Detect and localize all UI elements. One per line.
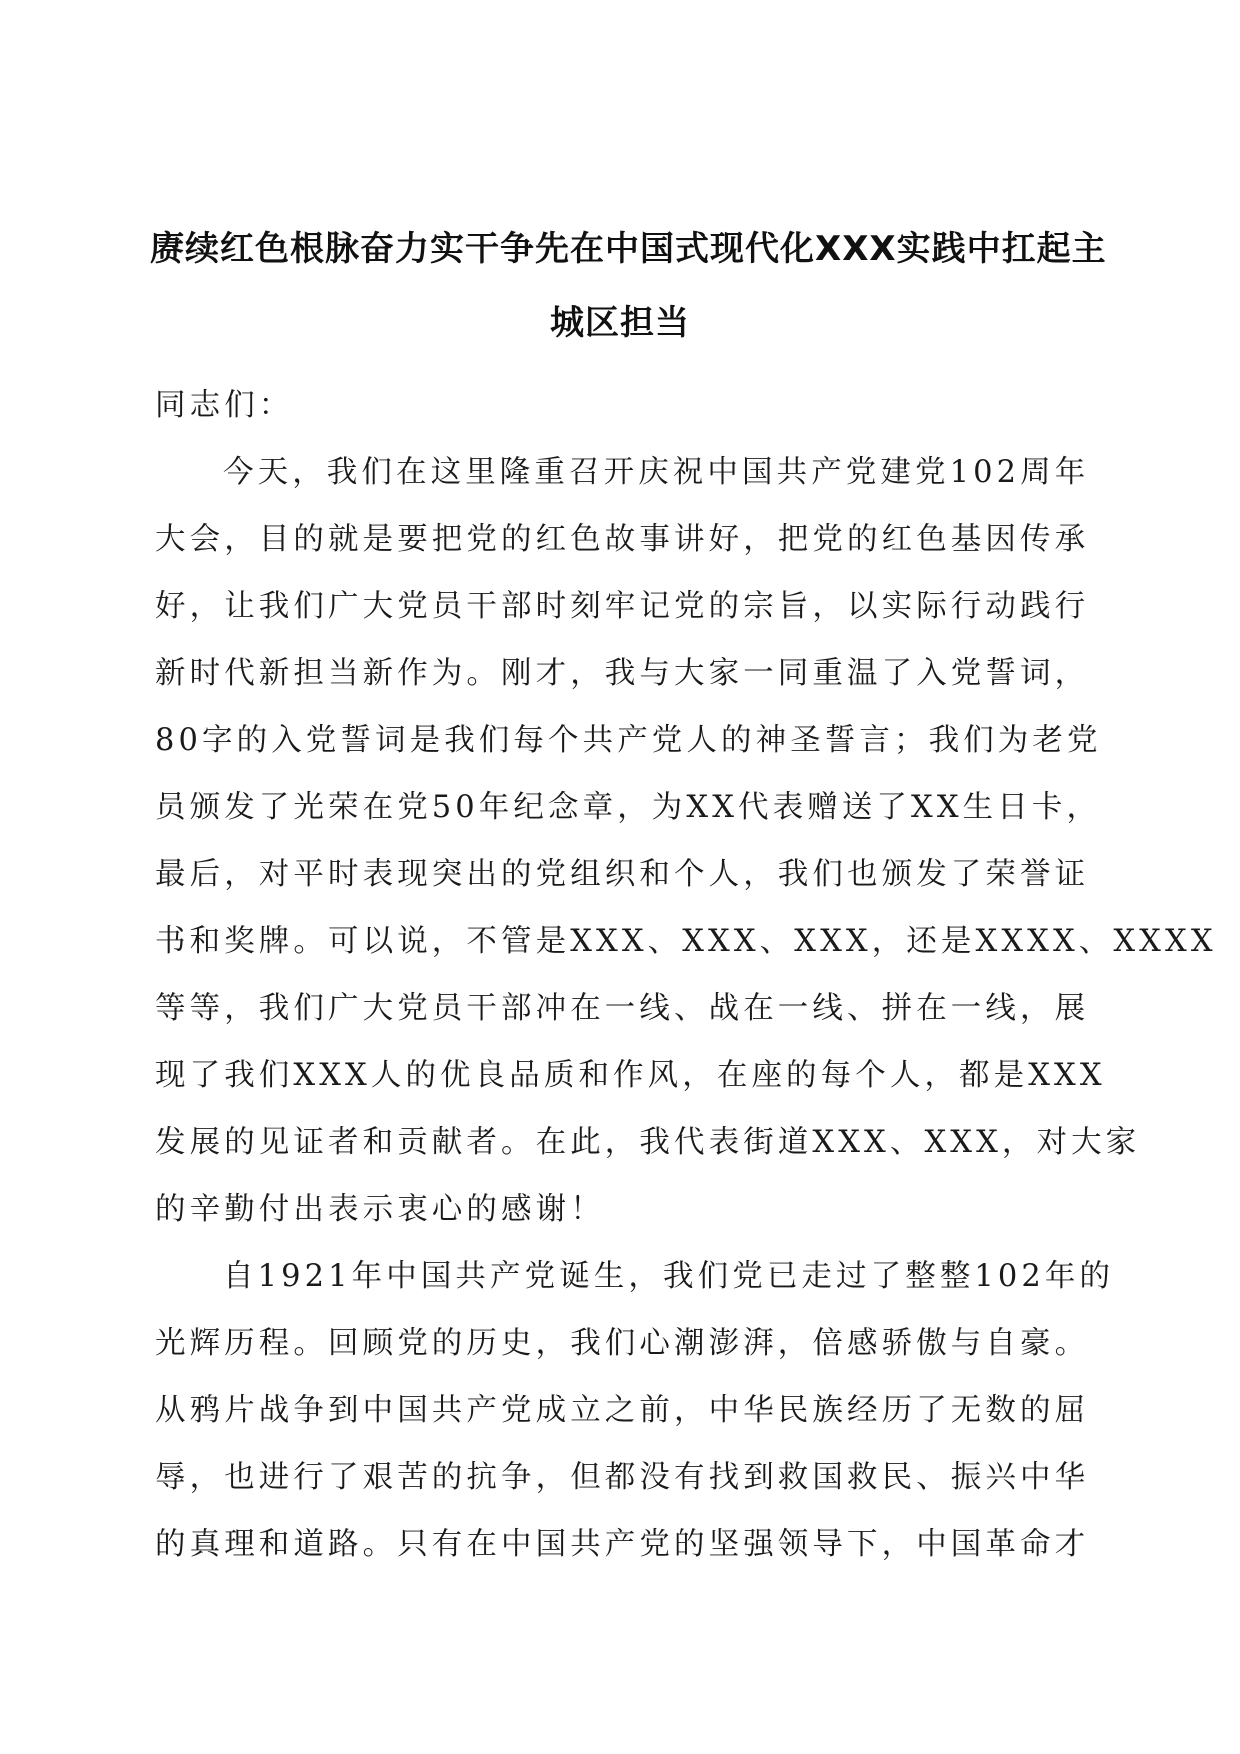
paragraph-line: 新时代新担当新作为。刚才，我与大家一同重温了入党誓词， <box>155 656 1090 691</box>
paragraph-line: 最后，对平时表现突出的党组织和个人，我们也颁发了荣誉证 <box>155 857 1090 892</box>
paragraph-line: 今天，我们在这里隆重召开庆祝中国共产党建党102周年 <box>223 455 1090 490</box>
document-title <box>150 212 1107 360</box>
title-line-2: 城区担当 <box>550 303 690 343</box>
document-body <box>155 372 1217 1578</box>
paragraph-line: 从鸦片战争到中国共产党成立之前，中华民族经历了无数的屈 <box>155 1393 1090 1428</box>
paragraph-line: 光辉历程。回顾党的历史，我们心潮澎湃，倍感骄傲与自豪。 <box>155 1326 1090 1361</box>
paragraph-line: 等等，我们广大党员干部冲在一线、战在一线、拼在一线，展 <box>155 991 1090 1026</box>
paragraph-line: 好，让我们广大党员干部时刻牢记党的宗旨，以实际行动践行 <box>155 589 1090 624</box>
paragraph-line: 大会，目的就是要把党的红色故事讲好，把党的红色基因传承 <box>155 522 1090 557</box>
paragraph-1 <box>155 439 1217 1243</box>
paragraph-line: 80字的入党誓词是我们每个共产党人的神圣誓言；我们为老党 <box>155 723 1102 758</box>
salutation: 同志们： <box>155 388 294 423</box>
paragraph-line: 发展的见证者和贡献者。在此，我代表街道XXX、XXX，对大家 <box>155 1125 1141 1160</box>
title-line-1: 赓续红色根脉奋力实干争先在中国式现代化XXX实践中扛起主 <box>150 229 1107 269</box>
paragraph-2 <box>155 1243 1115 1578</box>
paragraph-line: 自1921年中国共产党诞生，我们党已走过了整整102年的 <box>223 1259 1115 1294</box>
paragraph-line: 书和奖牌。可以说，不管是XXX、XXX、XXX，还是XXXX、XXXX <box>155 924 1217 959</box>
paragraph-line: 的辛勤付出表示衷心的感谢！ <box>155 1192 605 1227</box>
paragraph-line: 员颁发了光荣在党50年纪念章，为XX代表赠送了XX生日卡， <box>155 790 1102 825</box>
paragraph-line: 辱，也进行了艰苦的抗争，但都没有找到救国救民、振兴中华 <box>155 1460 1090 1495</box>
paragraph-line: 的真理和道路。只有在中国共产党的坚强领导下，中国革命才 <box>155 1527 1090 1562</box>
paragraph-line: 现了我们XXX人的优良品质和作风，在座的每个人，都是XXX <box>155 1058 1106 1093</box>
